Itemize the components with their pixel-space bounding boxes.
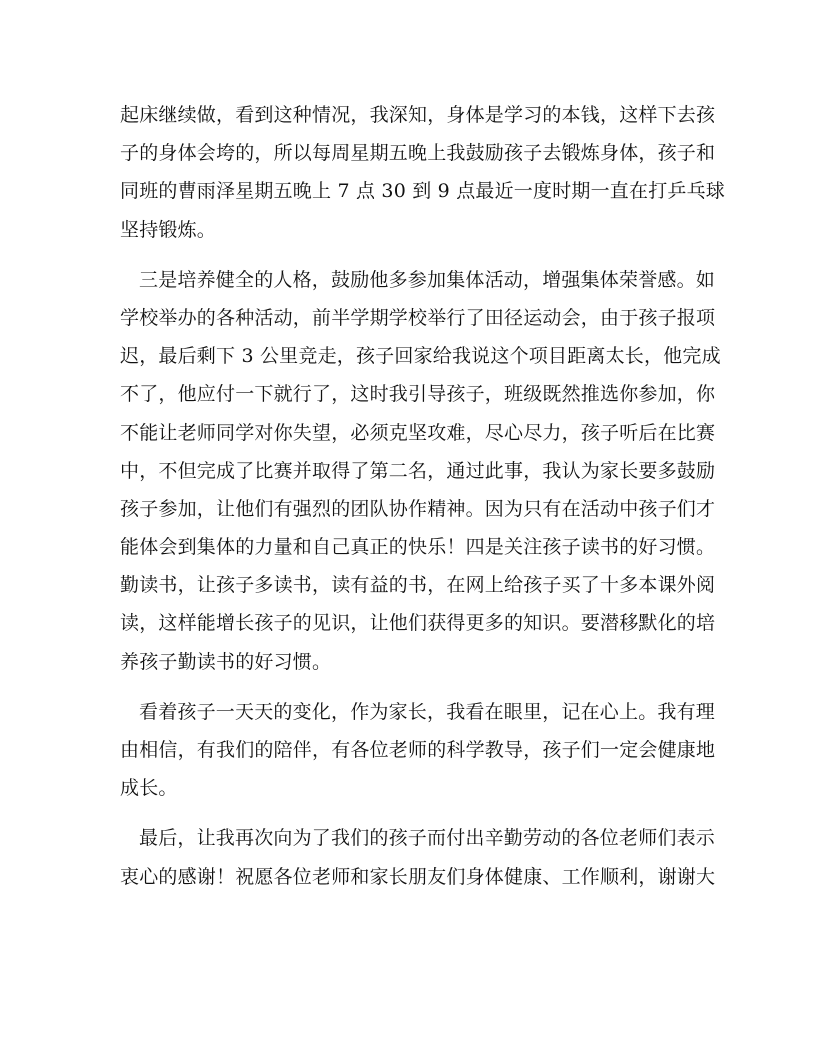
text-line: 养孩子勤读书的好习惯。 bbox=[120, 650, 332, 673]
text-line: 最后，让我再次向为了我们的孩子而付出辛勤劳动的各位老师们表示 bbox=[139, 827, 716, 850]
text-line: 起床继续做，看到这种情况，我深知，身体是学习的本钱，这样下去孩 bbox=[120, 104, 716, 126]
paragraph-2 bbox=[120, 261, 721, 681]
text-line: 子的身体会垮的，所以每周星期五晚上我鼓励孩子去锻炼身体，孩子和 bbox=[120, 142, 716, 165]
text-line: 学校举办的各种活动，前半学期学校举行了田径运动会，由于孩子报项 bbox=[120, 306, 716, 329]
text-line: 同班的曹雨泽星期五晚上 7 点 30 到 9 点最近一度时期一直在打乒乓球 bbox=[120, 180, 725, 203]
text-line: 勤读书，让孩子多读书，读有益的书，在网上给孩子买了十多本课外阅 bbox=[120, 574, 716, 597]
paragraph-gap bbox=[120, 249, 696, 261]
text-line: 孩子参加，让他们有强烈的团队协作精神。因为只有在活动中孩子们才 bbox=[120, 497, 716, 520]
text-line: 衷心的感谢！祝愿各位老师和家长朋友们身体健康、工作顺利，谢谢大 bbox=[120, 865, 716, 888]
paragraph-1 bbox=[120, 96, 725, 249]
document-body bbox=[120, 96, 725, 896]
text-line: 由相信，有我们的陪伴，有各位老师的科学教导，孩子们一定会健康地 bbox=[120, 739, 716, 761]
text-line: 看着孩子一天天的变化，作为家长，我看在眼里，记在心上。我有理 bbox=[139, 700, 716, 723]
text-line: 坚持锻炼。 bbox=[120, 218, 217, 241]
paragraph-3 bbox=[120, 693, 716, 808]
text-line: 迟，最后剩下 3 公里竞走，孩子回家给我说这个项目距离太长，他完成 bbox=[120, 345, 721, 368]
text-line: 能体会到集体的力量和自己真正的快乐！四是关注孩子读书的好习惯。 bbox=[120, 536, 716, 559]
text-line: 不了，他应付一下就行了，这时我引导孩子，班级既然推选你参加，你 bbox=[120, 383, 716, 406]
paragraph-gap bbox=[120, 681, 696, 693]
paragraph-gap bbox=[120, 807, 696, 819]
text-line: 成长。 bbox=[120, 777, 178, 800]
text-line: 中，不但完成了比赛并取得了第二名，通过此事，我认为家长要多鼓励 bbox=[120, 459, 716, 482]
text-line: 读，这样能增长孩子的见识，让他们获得更多的知识。要潜移默化的培 bbox=[120, 612, 716, 635]
text-line: 不能让老师同学对你失望，必须克坚攻难，尽心尽力，孩子听后在比赛 bbox=[120, 421, 716, 444]
paragraph-4 bbox=[120, 819, 716, 895]
text-line: 三是培养健全的人格，鼓励他多参加集体活动，增强集体荣誉感。如 bbox=[139, 268, 716, 291]
